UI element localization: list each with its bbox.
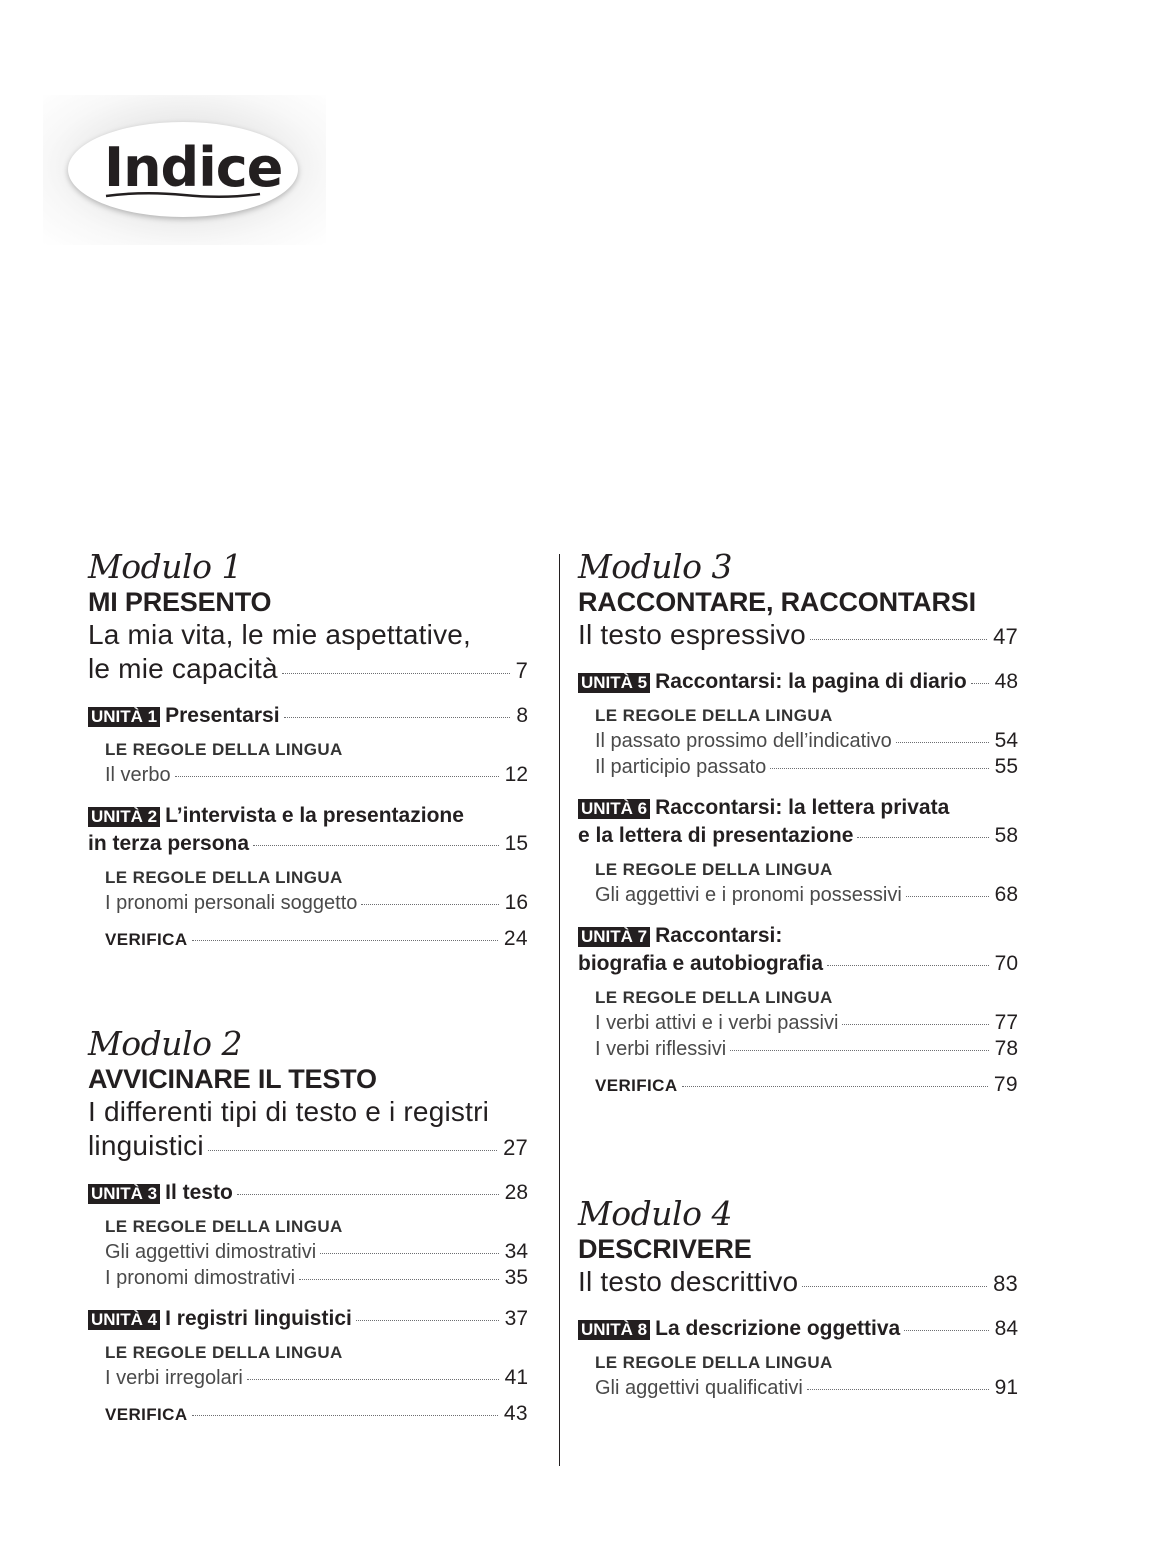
unit-block	[578, 922, 1018, 1062]
grammar-rule-entry[interactable]	[595, 1375, 1018, 1401]
page-number: 24	[503, 927, 528, 950]
dot-leader	[356, 1320, 499, 1321]
module-entry-text: Il testo espressivo	[578, 619, 806, 650]
module-title: RACCONTARE, RACCONTARSI	[578, 587, 976, 617]
unit-entry[interactable]	[88, 1305, 528, 1333]
grammar-rule-entry[interactable]	[595, 728, 1018, 754]
grammar-rule-entry[interactable]	[105, 1365, 528, 1391]
grammar-rules	[578, 1351, 1018, 1401]
grammar-rule-entry[interactable]	[105, 762, 528, 788]
unit-entry-text: in terza persona	[88, 832, 250, 855]
page-number: 79	[993, 1073, 1018, 1096]
verifica-entry-text: VERIFICA	[105, 1405, 188, 1424]
module-block	[578, 548, 1018, 1099]
module-subtitle: I differenti tipi di testo e i registri	[88, 1096, 490, 1127]
grammar-rule-entry-text: Il passato prossimo dell’indicativo	[595, 730, 892, 752]
dot-leader	[192, 1415, 498, 1416]
module-title: AVVICINARE IL TESTO	[88, 1064, 377, 1094]
module-block	[578, 1195, 1018, 1401]
title-underline	[104, 189, 264, 201]
unit-entry-text: UNITÀ 8 La descrizione oggettiva	[578, 1315, 900, 1343]
page-number: 91	[994, 1376, 1018, 1399]
dot-leader	[361, 904, 498, 905]
dot-leader	[730, 1050, 989, 1051]
page-number: 43	[503, 1402, 528, 1425]
grammar-rule-entry-text: I pronomi dimostrativi	[105, 1267, 296, 1289]
dot-leader	[208, 1150, 497, 1151]
unit-entry[interactable]	[578, 950, 1018, 978]
unit-block	[88, 702, 528, 788]
grammar-rules	[88, 1341, 528, 1391]
unit-badge: UNITÀ 3	[88, 1184, 160, 1204]
module-entry-text: le mie capacità	[88, 653, 278, 684]
dot-leader	[320, 1253, 498, 1254]
grammar-rules-heading: LE REGOLE DELLA LINGUA	[105, 740, 343, 759]
unit-badge: UNITÀ 7	[578, 927, 650, 947]
module-entry-text: linguistici	[88, 1130, 204, 1161]
unit-block	[88, 1305, 528, 1391]
grammar-rules-heading: LE REGOLE DELLA LINGUA	[595, 988, 833, 1007]
unit-block	[88, 1179, 528, 1291]
page-number: 54	[994, 729, 1018, 752]
grammar-rule-entry[interactable]	[595, 1036, 1018, 1062]
verifica-entry[interactable]	[88, 1401, 528, 1428]
grammar-rule-entry[interactable]	[595, 1010, 1018, 1036]
grammar-rule-entry-text: Gli aggettivi e i pronomi possessivi	[595, 884, 902, 906]
page-number: 48	[994, 670, 1018, 693]
dot-leader	[299, 1279, 499, 1280]
grammar-rules-heading: LE REGOLE DELLA LINGUA	[105, 868, 343, 887]
dot-leader	[247, 1379, 499, 1380]
dot-leader	[682, 1086, 988, 1087]
column-divider	[559, 554, 560, 1466]
page-number: 41	[504, 1366, 528, 1389]
module-block	[88, 1025, 528, 1428]
verifica-entry[interactable]	[88, 926, 528, 953]
grammar-rules	[88, 738, 528, 788]
unit-entry-text: UNITÀ 5 Raccontarsi: la pagina di diario	[578, 668, 967, 696]
module-entry[interactable]	[88, 1129, 528, 1165]
page-number: 58	[994, 824, 1018, 847]
page-number: 47	[993, 624, 1018, 649]
unit-badge: UNITÀ 6	[578, 799, 650, 819]
page-number: 12	[504, 763, 528, 786]
unit-entry[interactable]	[88, 702, 528, 730]
page-number: 78	[994, 1037, 1018, 1060]
module-label: Modulo 4	[578, 1194, 732, 1233]
page-number: 8	[516, 704, 528, 727]
grammar-rule-entry[interactable]	[105, 1265, 528, 1291]
unit-badge: UNITÀ 4	[88, 1310, 160, 1330]
toc-column-left	[88, 548, 528, 1428]
dot-leader	[192, 940, 498, 941]
dot-leader	[237, 1194, 499, 1195]
verifica-entry[interactable]	[578, 1072, 1018, 1099]
page-number: 84	[994, 1317, 1018, 1340]
page-number: 15	[504, 832, 528, 855]
page-number: 83	[993, 1271, 1018, 1296]
dot-leader	[802, 1286, 987, 1287]
unit-entry-text: biografia e autobiografia	[578, 952, 824, 975]
page-number: 70	[994, 952, 1018, 975]
unit-title-line: UNITÀ 2 L’intervista e la presentazione	[88, 802, 528, 830]
page-number: 7	[515, 658, 528, 683]
grammar-rules	[88, 1215, 528, 1291]
module-label: Modulo 2	[88, 1024, 242, 1063]
verifica-entry-text: VERIFICA	[595, 1076, 678, 1095]
unit-entry[interactable]	[88, 1179, 528, 1207]
dot-leader	[904, 1330, 988, 1331]
unit-block	[88, 802, 528, 916]
grammar-rule-entry[interactable]	[595, 754, 1018, 780]
dot-leader	[807, 1389, 989, 1390]
page-number: 28	[504, 1181, 528, 1204]
grammar-rule-entry-text: I verbi irregolari	[105, 1367, 243, 1389]
grammar-rule-entry-text: I pronomi personali soggetto	[105, 892, 358, 914]
page-number: 27	[503, 1135, 528, 1160]
verifica-entry-text: VERIFICA	[105, 930, 188, 949]
module-entry[interactable]	[578, 1265, 1018, 1301]
dot-leader	[810, 639, 987, 640]
dot-leader	[857, 837, 988, 838]
dot-leader	[827, 965, 989, 966]
unit-entry-text: UNITÀ 1 Presentarsi	[88, 702, 280, 730]
unit-entry[interactable]	[88, 830, 528, 858]
unit-title-line: UNITÀ 7 Raccontarsi:	[578, 922, 1018, 950]
grammar-rules	[578, 986, 1018, 1062]
unit-badge: UNITÀ 5	[578, 673, 650, 693]
module-title: DESCRIVERE	[578, 1234, 752, 1264]
unit-badge: UNITÀ 8	[578, 1320, 650, 1340]
grammar-rule-entry-text: Il participio passato	[595, 756, 767, 778]
module-label: Modulo 1	[88, 547, 242, 586]
grammar-rules	[88, 866, 528, 916]
grammar-rule-entry-text: Il verbo	[105, 764, 171, 786]
dot-leader	[906, 896, 989, 897]
module-entry[interactable]	[88, 652, 528, 688]
grammar-rule-entry[interactable]	[595, 882, 1018, 908]
grammar-rules	[578, 858, 1018, 908]
unit-badge: UNITÀ 1	[88, 707, 160, 727]
module-title: MI PRESENTO	[88, 587, 272, 617]
page-number: 35	[504, 1266, 528, 1289]
module-block	[88, 548, 528, 953]
unit-entry-text: e la lettera di presentazione	[578, 824, 854, 847]
unit-title-line: UNITÀ 6 Raccontarsi: la lettera privata	[578, 794, 1018, 822]
page-number: 16	[504, 891, 528, 914]
grammar-rules-heading: LE REGOLE DELLA LINGUA	[105, 1217, 343, 1236]
grammar-rules-heading: LE REGOLE DELLA LINGUA	[105, 1343, 343, 1362]
dot-leader	[842, 1024, 988, 1025]
unit-block	[578, 794, 1018, 908]
page-number: 34	[504, 1240, 528, 1263]
dot-leader	[175, 776, 499, 777]
grammar-rule-entry-text: I verbi attivi e i verbi passivi	[595, 1012, 839, 1034]
grammar-rules-heading: LE REGOLE DELLA LINGUA	[595, 1353, 833, 1372]
grammar-rule-entry-text: Gli aggettivi qualificativi	[595, 1377, 803, 1399]
page-title: Indice	[104, 136, 283, 199]
module-subtitle: La mia vita, le mie aspettative,	[88, 619, 472, 650]
dot-leader	[896, 742, 989, 743]
dot-leader	[971, 683, 989, 684]
page-number: 37	[504, 1307, 528, 1330]
page-number: 77	[994, 1011, 1018, 1034]
module-entry[interactable]	[578, 618, 1018, 654]
dot-leader	[770, 768, 988, 769]
unit-entry-text: UNITÀ 3 Il testo	[88, 1179, 233, 1207]
unit-entry[interactable]	[578, 822, 1018, 850]
unit-badge: UNITÀ 2	[88, 807, 160, 827]
grammar-rules-heading: LE REGOLE DELLA LINGUA	[595, 706, 833, 725]
grammar-rule-entry-text: I verbi riflessivi	[595, 1038, 727, 1060]
grammar-rules-heading: LE REGOLE DELLA LINGUA	[595, 860, 833, 879]
page-number: 68	[994, 883, 1018, 906]
grammar-rule-entry-text: Gli aggettivi dimostrativi	[105, 1241, 317, 1263]
unit-entry[interactable]	[578, 668, 1018, 696]
grammar-rule-entry[interactable]	[105, 1239, 528, 1265]
unit-block	[578, 1315, 1018, 1401]
toc-column-right	[578, 548, 1018, 1401]
dot-leader	[282, 673, 510, 674]
dot-leader	[284, 717, 511, 718]
unit-entry[interactable]	[578, 1315, 1018, 1343]
page-number: 55	[994, 755, 1018, 778]
dot-leader	[253, 845, 499, 846]
module-entry-text: Il testo descrittivo	[578, 1266, 799, 1297]
grammar-rules	[578, 704, 1018, 780]
module-label: Modulo 3	[578, 547, 732, 586]
unit-block	[578, 668, 1018, 780]
grammar-rule-entry[interactable]	[105, 890, 528, 916]
unit-entry-text: UNITÀ 4 I registri linguistici	[88, 1305, 352, 1333]
